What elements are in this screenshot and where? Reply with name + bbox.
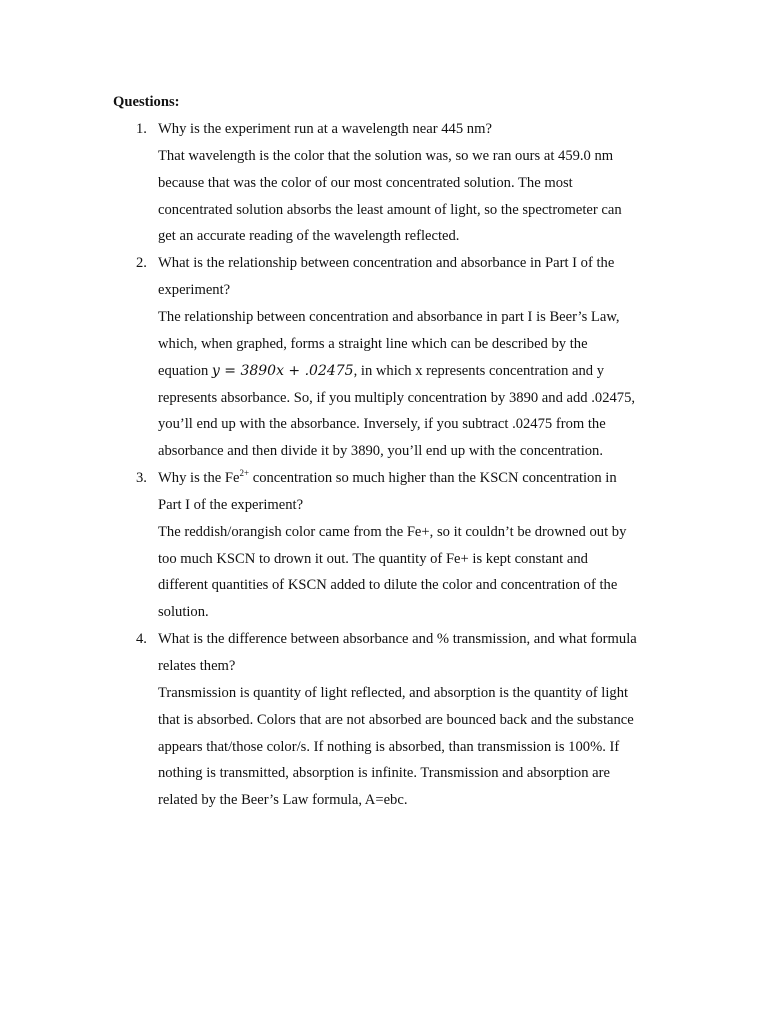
question-text: Part I of the experiment? — [158, 497, 304, 513]
question-number: 4. — [136, 631, 147, 647]
answer-text: which, when graphed, forms a straight line which can be described by the — [158, 336, 588, 352]
superscript-charge: 2+ — [239, 468, 250, 478]
equation: y = 3890x + .02475 — [211, 363, 354, 379]
answer-text: nothing is transmitted, absorption is infinite. Transmission and absorption are — [158, 765, 610, 781]
answer-text: get an accurate reading of the wavelength reflected. — [158, 228, 460, 244]
answer-text: related by the Beer’s Law formula, A=ebc. — [158, 792, 408, 808]
answer-text: because that was the color of our most concentrated solution. The most — [158, 175, 573, 191]
equation-line — [158, 361, 658, 381]
answer-text: The relationship between concentration and absorbance in part I is Beer’s Law, — [158, 309, 620, 325]
questions-heading: Questions: — [113, 94, 180, 110]
question-suffix: concentration so much higher than the KSCN concentration in — [249, 470, 617, 486]
question-text: Why is the experiment run at a wavelength near 445 nm? — [158, 121, 492, 137]
answer-text: too much KSCN to drown it out. The quantity of Fe+ is kept constant and — [158, 551, 588, 567]
question-number: 3. — [136, 470, 147, 486]
question-text: What is the difference between absorbance and % transmission, and what formula — [158, 631, 637, 647]
answer-text: solution. — [158, 604, 209, 620]
equation-suffix: , in which x represents concentration and y — [353, 363, 605, 379]
question-number: 1. — [136, 121, 147, 137]
question-text: What is the relationship between concentration and absorbance in Part I of the — [158, 255, 615, 271]
question-number: 2. — [136, 255, 147, 271]
answer-text: that is absorbed. Colors that are not absorbed are bounced back and the substance — [158, 712, 634, 728]
question-text: relates them? — [158, 658, 236, 674]
answer-text: different quantities of KSCN added to dilute the color and concentration of the — [158, 577, 618, 593]
question-text — [158, 468, 658, 488]
answer-text: The reddish/orangish color came from the Fe+, so it couldn’t be drowned out by — [158, 524, 627, 540]
answer-text: concentrated solution absorbs the least amount of light, so the spectrometer can — [158, 202, 622, 218]
answer-text: appears that/those color/s. If nothing is absorbed, than transmission is 100%. If — [158, 739, 620, 755]
answer-text: absorbance and then divide it by 3890, you’ll end up with the concentration. — [158, 443, 603, 459]
question-prefix: Why is the Fe — [158, 470, 240, 486]
equation-prefix: equation — [158, 363, 212, 379]
answer-text: represents absorbance. So, if you multiply concentration by 3890 and add .02475, — [158, 390, 636, 406]
answer-text: you’ll end up with the absorbance. Inversely, if you subtract .02475 from the — [158, 416, 606, 432]
question-text: experiment? — [158, 282, 231, 298]
answer-text: Transmission is quantity of light reflected, and absorption is the quantity of light — [158, 685, 629, 701]
answer-text: That wavelength is the color that the solution was, so we ran ours at 459.0 nm — [158, 148, 614, 164]
